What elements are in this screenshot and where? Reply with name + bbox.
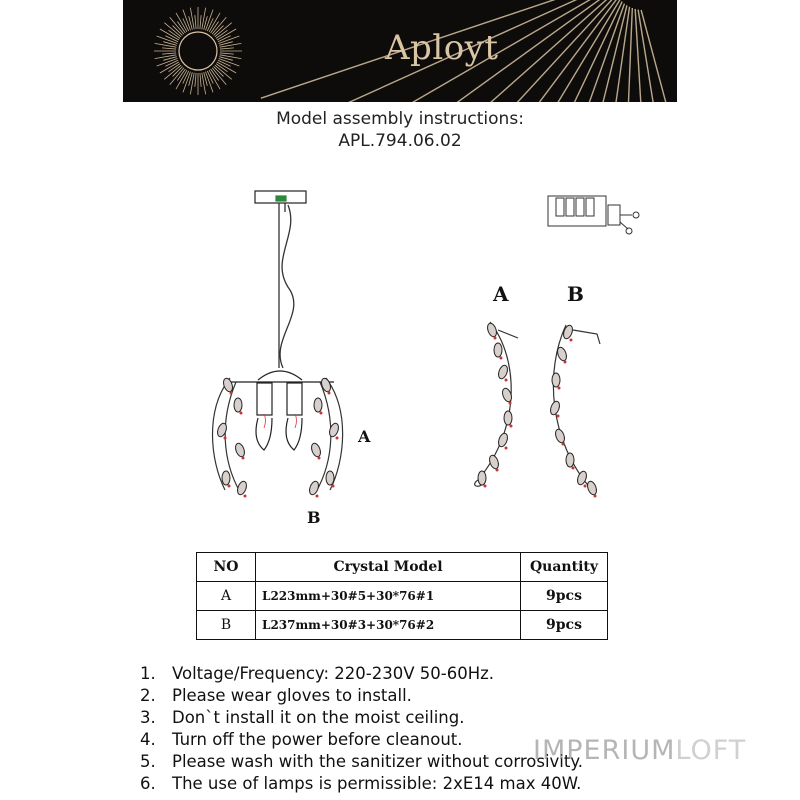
list-item: 2. Please wear gloves to install. [140,686,412,705]
crystal-link [594,495,597,498]
crystal-link [328,392,331,395]
row-quantity: 9pcs [521,611,608,640]
crystal-bead [549,400,561,416]
crystal-link [230,392,233,395]
crystal-beads [216,322,598,497]
crystal-link [572,467,575,470]
crystal-link [484,485,487,488]
crystal-link [240,412,243,415]
table-row [197,582,608,611]
crystal-arms [213,378,343,492]
crystal-link [564,361,567,364]
row-model: L237mm+30#3+30*76#2 [256,611,521,640]
ceiling-canopy [255,191,306,212]
crystal-bead [234,442,246,458]
crystal-link [496,469,499,472]
crystal-bead [320,377,332,393]
instructions-title: Model assembly instructions: [276,109,524,129]
row-quantity: 9pcs [521,582,608,611]
crystal-bead [236,480,248,496]
table-header-row [197,553,608,582]
row-model: L223mm+30#5+30*76#1 [256,582,521,611]
crystal-bead [554,428,566,444]
crystal-bead [478,471,486,485]
row-no: B [197,611,256,640]
wiring-diagram-icon [548,196,639,234]
suspension-cable [279,203,294,368]
crystal-bead [488,454,500,470]
crystal-bead [586,480,598,496]
crystal-link [558,387,561,390]
model-number: APL.794.06.02 [338,131,462,151]
crystal-bead [566,453,574,467]
list-item: 3. Don`t install it on the moist ceiling. [140,708,465,727]
crystal-bead [310,442,322,458]
list-item: 5. Please wash with the sanitizer without corrosivity. [140,752,584,771]
callout-part-b: B [567,282,584,306]
crystal-link [224,437,227,440]
header-no: NO [197,553,256,582]
crystal-link [320,412,323,415]
crystal-bead [328,422,340,438]
header-quantity: Quantity [521,553,608,582]
crystal-link [244,495,247,498]
brand-name: Aployt [385,28,499,68]
crystal-link [500,357,503,360]
crystal-bead [497,364,509,380]
callout-part-a: A [493,282,509,306]
crystal-link [505,379,508,382]
crystal-link [510,425,513,428]
list-item: 6. The use of lamps is permissible: 2xE14 max 40W. [140,774,582,793]
instruction-notes [140,663,583,795]
crystal-bead [562,324,574,340]
crystal-link [509,402,512,405]
crystal-bead [552,373,560,387]
table-row [197,611,608,640]
crystal-bead [222,471,230,485]
crystal-link [318,457,321,460]
watermark: IMPERIUMLOFT [533,735,747,766]
crystal-link [228,485,231,488]
callout-main-b: B [307,508,321,527]
list-item: 1. Voltage/Frequency: 220-230V 50-60Hz. [140,664,495,683]
crystal-bead [486,322,498,338]
crystal-link [570,339,573,342]
crystal-link [494,337,497,340]
crystal-link [242,457,245,460]
crystal-link [332,485,335,488]
crystal-link [584,485,587,488]
crystal-bead [494,343,502,357]
crystal-link [562,443,565,446]
row-no: A [197,582,256,611]
callout-main-a: A [358,427,371,446]
crystal-bead [497,432,509,448]
crystal-link [316,495,319,498]
header-crystal-model: Crystal Model [256,553,521,582]
crystal-bead [314,398,322,412]
crystal-bead [216,422,228,438]
crystal-bead [326,471,334,485]
crystal-link [336,437,339,440]
crystal-model-table [196,552,608,640]
crystal-bead [504,411,512,425]
crystal-link [505,447,508,450]
list-item: 4. Turn off the power before cleanout. [140,730,463,749]
crystal-bead [308,480,320,496]
crystal-link [557,415,560,418]
crystal-bead [234,398,242,412]
